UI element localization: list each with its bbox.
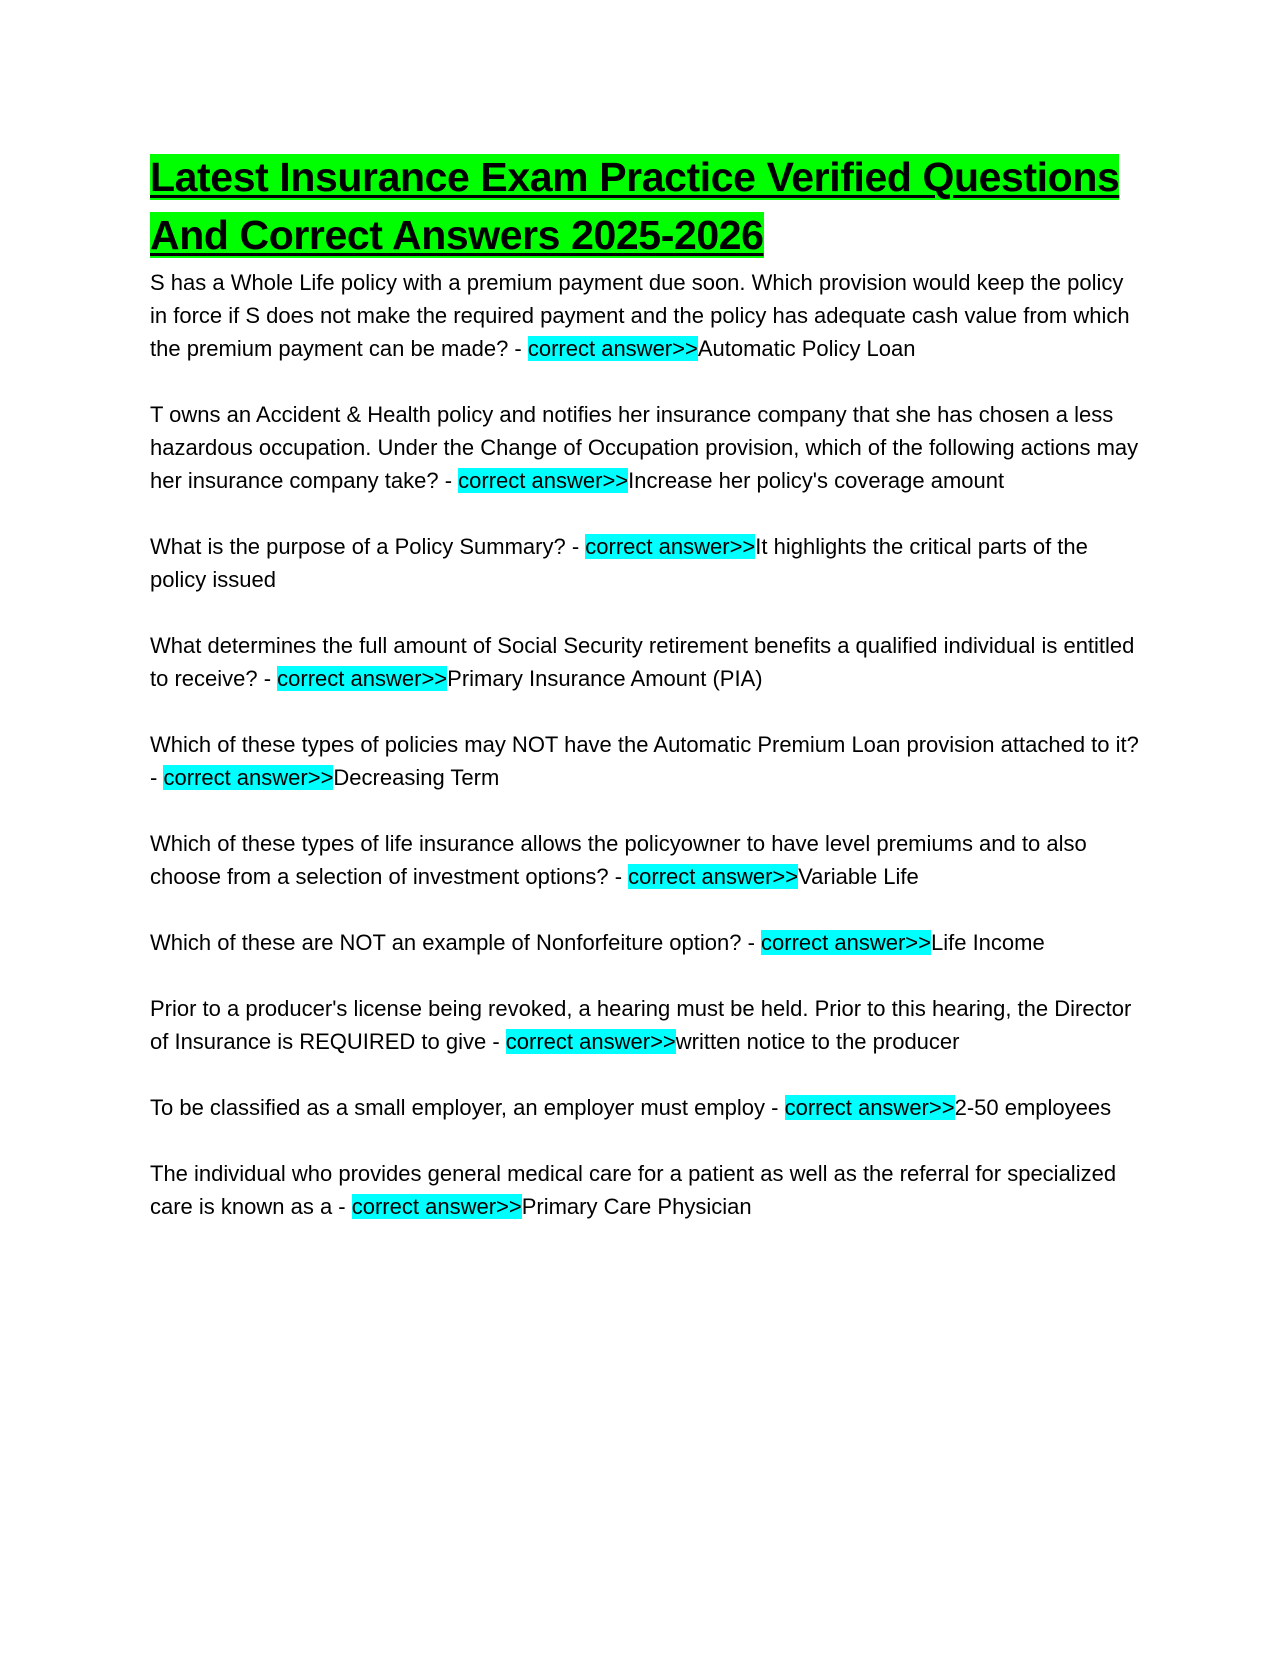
qa-answer: Primary Care Physician [521, 1194, 752, 1219]
qa-item [150, 629, 1140, 695]
qa-answer: written notice to the producer [675, 1029, 960, 1054]
answer-marker: correct answer>> [277, 666, 448, 691]
answer-marker: correct answer>> [458, 468, 629, 493]
answer-marker: correct answer>> [628, 864, 799, 889]
answer-marker: correct answer>> [585, 534, 756, 559]
qa-item [150, 266, 1140, 365]
qa-question: T owns an Accident & Health policy and notifies her insurance company that she has chosen a less hazardous occupation. Under the Change of Occupation provision, which of the following actions may her insurance company take? - [150, 402, 1139, 493]
answer-marker: correct answer>> [784, 1095, 955, 1120]
document-title-text: Latest Insurance Exam Practice Verified Questions And Correct Answers 2025-2026 [150, 154, 1120, 258]
qa-answer: It highlights the critical parts of the policy issued [150, 534, 1088, 592]
qa-answer: Life Income [930, 930, 1045, 955]
qa-item [150, 992, 1140, 1058]
qa-item [150, 827, 1140, 893]
document-title [150, 148, 1140, 264]
qa-question: Which of these are NOT an example of Nonforfeiture option? - [150, 930, 762, 955]
answer-marker: correct answer>> [163, 765, 334, 790]
qa-answer: Decreasing Term [333, 765, 500, 790]
qa-question: Prior to a producer's license being revoked, a hearing must be held. Prior to this hearing, the Director of Insurance is REQUIRED to give - [150, 996, 1132, 1054]
qa-answer: 2-50 employees [954, 1095, 1112, 1120]
qa-question: What determines the full amount of Social Security retirement benefits a qualified individual is entitled to receive? - [150, 633, 1135, 691]
qa-item [150, 398, 1140, 497]
qa-answer: Primary Insurance Amount (PIA) [447, 666, 763, 691]
qa-question: Which of these types of policies may NOT have the Automatic Premium Loan provision attached to it? - [150, 732, 1139, 790]
qa-question: Which of these types of life insurance allows the policyowner to have level premiums and to also choose from a selection of investment options? - [150, 831, 1087, 889]
qa-question: The individual who provides general medical care for a patient as well as the referral for specialized care is known as a - [150, 1161, 1117, 1219]
qa-item [150, 1157, 1140, 1223]
document-page [150, 148, 1140, 1256]
qa-item [150, 728, 1140, 794]
qa-item [150, 926, 1140, 959]
qa-answer: Increase her policy's coverage amount [628, 468, 1005, 493]
qa-question: What is the purpose of a Policy Summary? - [150, 534, 586, 559]
qa-item [150, 1091, 1140, 1124]
qa-item [150, 530, 1140, 596]
answer-marker: correct answer>> [527, 336, 698, 361]
answer-marker: correct answer>> [761, 930, 931, 955]
qa-list [150, 266, 1140, 1223]
qa-answer: Variable Life [798, 864, 919, 889]
qa-question: S has a Whole Life policy with a premium payment due soon. Which provision would keep the policy in force if S does not make the required payment and the policy has adequate cash value from which the premium payment can be made? - [150, 270, 1130, 361]
qa-answer: Automatic Policy Loan [697, 336, 916, 361]
answer-marker: correct answer>> [505, 1029, 676, 1054]
qa-question: To be classified as a small employer, an employer must employ - [150, 1095, 785, 1120]
answer-marker: correct answer>> [351, 1194, 522, 1219]
